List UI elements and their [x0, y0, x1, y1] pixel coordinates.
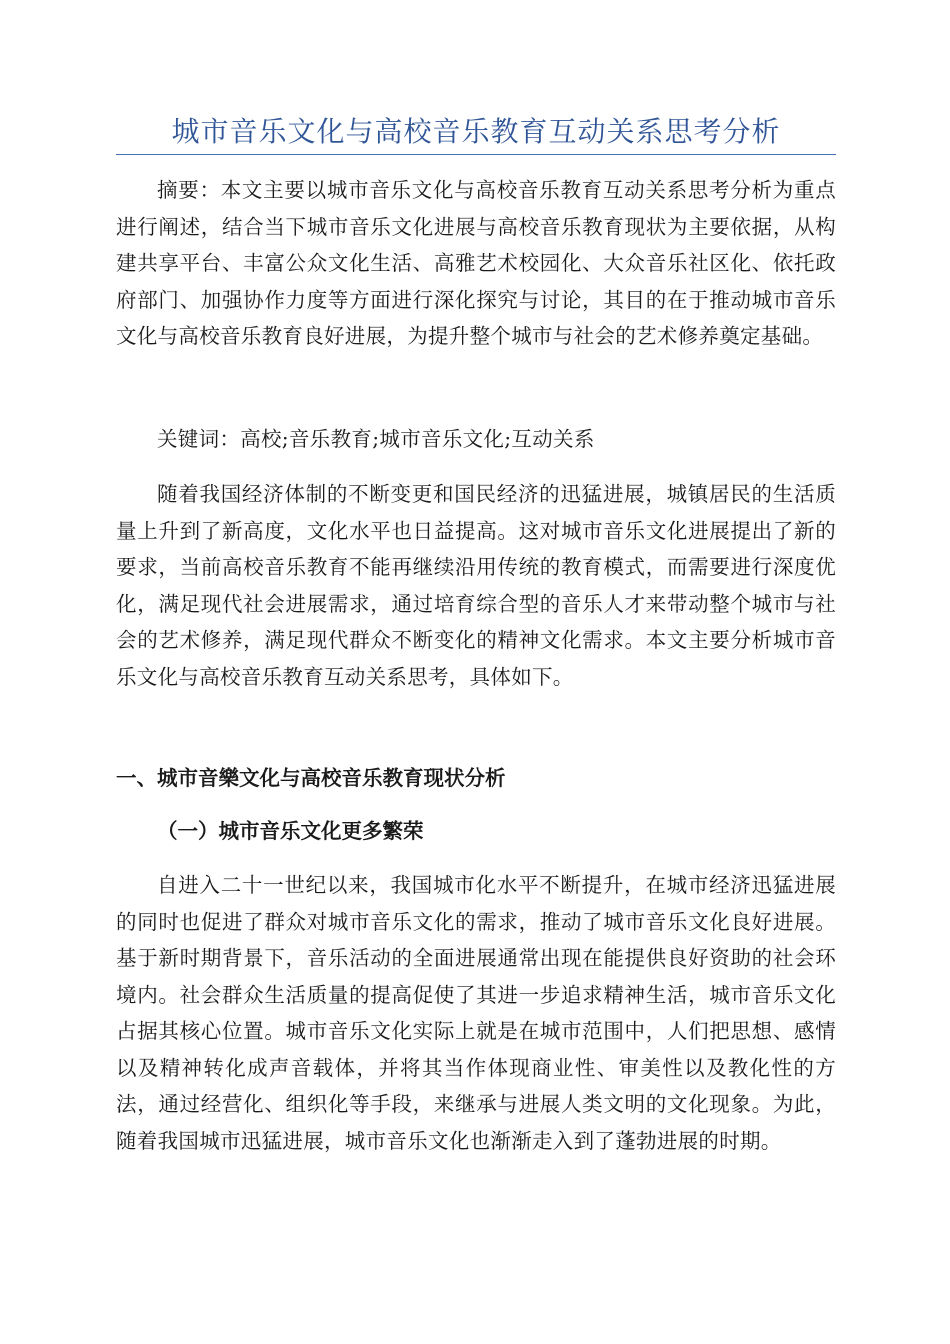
section-heading-1: 一、城市音樂文化与高校音乐教育现状分析 — [116, 766, 506, 790]
subsection-1-paragraph: 自进入二十一世纪以来，我国城市化水平不断提升，在城市经济迅猛进展的同时也促进了群众对城市音乐文化的需求，推动了城市音乐文化良好进展。基于新时期背景下，音乐活动的全面进展通常出现在能提供良好资助的社会环境内。社会群众生活质量的提高促使了其进一步追求精神生活，城市音乐文化占据其核心位置。城市音乐文化实际上就是在城市范围中，人们把思想、感情以及精神转化成声音载体，并将其当作体现商业性、审美性以及教化性的方法，通过经营化、组织化等手段，来继承与进展人类文明的文化现象。为此，随着我国城市迅猛进展，城市音乐文化也渐渐走入到了蓬勃进展的时期。 — [116, 873, 836, 1153]
title-underline — [116, 154, 836, 155]
keywords-paragraph: 关键词：高校;音乐教育;城市音乐文化;互动关系 — [157, 427, 595, 451]
document-title: 城市音乐文化与高校音乐教育互动关系思考分析 — [171, 115, 781, 148]
intro-paragraph: 随着我国经济体制的不断变更和国民经济的迅猛进展，城镇居民的生活质量上升到了新高度，文化水平也日益提高。这对城市音乐文化进展提出了新的要求，当前高校音乐教育不能再继续沿用传统的教育模式，而需要进行深度优化，满足现代社会进展需求，通过培育综合型的音乐人才来带动整个城市与社会的艺术修养，满足现代群众不断变化的精神文化需求。本文主要分析城市音乐文化与高校音乐教育互动关系思考，具体如下。 — [116, 482, 836, 689]
subsection-heading-1: （一）城市音乐文化更多繁荣 — [157, 819, 424, 843]
abstract-paragraph: 摘要：本文主要以城市音乐文化与高校音乐教育互动关系思考分析为重点进行阐述，结合当下城市音乐文化进展与高校音乐教育现状为主要依据，从构建共享平台、丰富公众文化生活、高雅艺术校园化、大众音乐社区化、依托政府部门、加强协作力度等方面进行深化探究与讨论，其目的在于推动城市音乐文化与高校音乐教育良好进展，为提升整个城市与社会的艺术修养奠定基础。 — [116, 178, 836, 348]
